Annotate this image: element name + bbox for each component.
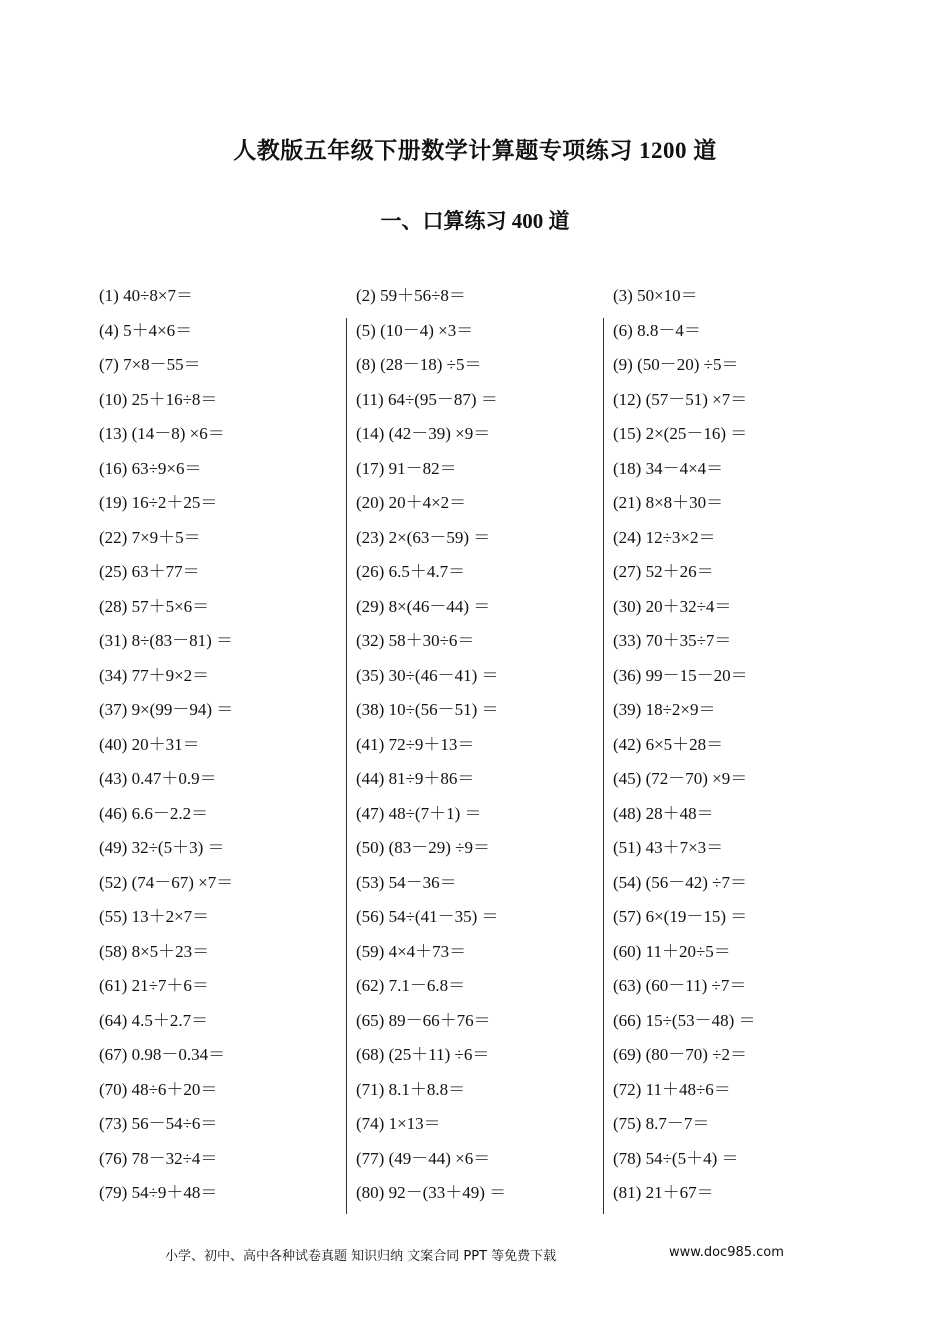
problem-row [0, 521, 950, 555]
problem-item: (45) (72－70) ×9＝ [613, 769, 748, 788]
section-heading: 一、口算练习 400 道 [380, 209, 570, 233]
problem-row [0, 1038, 950, 1072]
problem-item: (63) (60－11) ÷7＝ [613, 976, 747, 995]
problem-item: (1) 40÷8×7＝ [99, 286, 193, 305]
problem-item: (81) 21＋67＝ [613, 1183, 714, 1202]
problem-item: (77) (49－44) ×6＝ [356, 1148, 491, 1168]
problem-item: (11) 64÷(95－87) ＝ [356, 389, 498, 409]
problem-row [0, 693, 950, 727]
problem-item: (42) 6×5＋28＝ [613, 734, 724, 754]
problem-item: (33) 70＋35÷7＝ [613, 631, 732, 650]
problem-item: (71) 8.1＋8.8＝ [356, 1079, 466, 1099]
problem-item: (41) 72÷9＋13＝ [356, 734, 475, 754]
problem-row [0, 590, 950, 624]
problem-row [0, 935, 950, 969]
problem-item: (18) 34－4×4＝ [613, 458, 724, 478]
problem-item: (47) 48÷(7＋1) ＝ [356, 803, 482, 823]
problem-row [0, 900, 950, 934]
problem-row [0, 555, 950, 589]
problem-item: (53) 54－36＝ [356, 872, 457, 892]
problem-item: (13) (14－8) ×6＝ [99, 424, 225, 443]
problem-item: (36) 99－15－20＝ [613, 665, 748, 685]
problem-row [0, 728, 950, 762]
problem-item: (66) 15÷(53－48) ＝ [613, 1010, 756, 1030]
problem-row [0, 866, 950, 900]
problem-item: (70) 48÷6＋20＝ [99, 1079, 218, 1099]
problem-row [0, 1107, 950, 1141]
problem-item: (79) 54÷9＋48＝ [99, 1183, 218, 1202]
problem-row [0, 1004, 950, 1038]
problem-item: (12) (57－51) ×7＝ [613, 389, 748, 409]
problem-item: (29) 8×(46－44) ＝ [356, 596, 491, 616]
problem-item: (8) (28－18) ÷5＝ [356, 355, 482, 374]
problem-item: (38) 10÷(56－51) ＝ [356, 700, 499, 719]
problem-item: (67) 0.98－0.34＝ [99, 1045, 226, 1064]
problem-item: (22) 7×9＋5＝ [99, 527, 201, 547]
problem-item: (54) (56－42) ÷7＝ [613, 872, 747, 892]
problem-row [0, 452, 950, 486]
problem-item: (50) (83－29) ÷9＝ [356, 838, 490, 857]
problem-item: (76) 78－32÷4＝ [99, 1148, 218, 1168]
problem-row [0, 279, 950, 313]
problem-item: (37) 9×(99－94) ＝ [99, 700, 234, 719]
problem-row [0, 831, 950, 865]
problem-row [0, 1142, 950, 1176]
problem-item: (60) 11＋20÷5＝ [613, 941, 731, 961]
problem-item: (34) 77＋9×2＝ [99, 665, 210, 685]
problem-item: (78) 54÷(5＋4) ＝ [613, 1148, 739, 1168]
problem-row [0, 314, 950, 348]
problem-item: (2) 59＋56÷8＝ [356, 286, 466, 305]
problem-item: (46) 6.6－2.2＝ [99, 803, 209, 823]
problem-item: (69) (80－70) ÷2＝ [613, 1045, 747, 1064]
problem-item: (75) 8.7－7＝ [613, 1114, 710, 1133]
problem-row [0, 348, 950, 382]
problem-item: (62) 7.1－6.8＝ [356, 976, 466, 995]
problem-item: (32) 58＋30÷6＝ [356, 631, 475, 650]
problem-item: (40) 20＋31＝ [99, 734, 200, 754]
problem-row [0, 1176, 950, 1210]
problem-item: (68) (25＋11) ÷6＝ [356, 1045, 490, 1064]
problem-item: (14) (42－39) ×9＝ [356, 424, 491, 443]
problem-row [0, 762, 950, 796]
problem-item: (65) 89－66＋76＝ [356, 1010, 491, 1030]
problem-item: (73) 56－54÷6＝ [99, 1114, 218, 1133]
problem-item: (27) 52＋26＝ [613, 562, 714, 581]
problem-item: (61) 21÷7＋6＝ [99, 976, 209, 995]
problem-item: (52) (74－67) ×7＝ [99, 872, 234, 892]
problem-row [0, 624, 950, 658]
problem-item: (21) 8×8＋30＝ [613, 493, 724, 512]
problem-item: (26) 6.5＋4.7＝ [356, 562, 466, 581]
problem-item: (4) 5＋4×6＝ [99, 320, 193, 340]
document-title: 人教版五年级下册数学计算题专项练习 1200 道 [233, 138, 717, 163]
problem-item: (72) 11＋48÷6＝ [613, 1079, 731, 1099]
problem-item: (48) 28＋48＝ [613, 803, 714, 823]
problem-item: (17) 91－82＝ [356, 458, 457, 478]
problem-item: (15) 2×(25－16) ＝ [613, 424, 748, 443]
problem-item: (56) 54÷(41－35) ＝ [356, 907, 499, 926]
problem-item: (7) 7×8－55＝ [99, 355, 201, 374]
problem-item: (6) 8.8－4＝ [613, 320, 701, 340]
problem-item: (31) 8÷(83－81) ＝ [99, 631, 233, 650]
problem-item: (59) 4×4＋73＝ [356, 941, 467, 961]
problem-row [0, 1073, 950, 1107]
problem-row [0, 486, 950, 520]
problem-item: (30) 20＋32÷4＝ [613, 596, 732, 616]
problem-item: (58) 8×5＋23＝ [99, 941, 210, 961]
problem-row [0, 659, 950, 693]
problem-item: (28) 57＋5×6＝ [99, 596, 210, 616]
problem-item: (43) 0.47＋0.9＝ [99, 769, 217, 788]
problem-item: (39) 18÷2×9＝ [613, 700, 716, 719]
problem-item: (3) 50×10＝ [613, 286, 698, 305]
problem-item: (5) (10－4) ×3＝ [356, 320, 474, 340]
problem-item: (80) 92－(33＋49) ＝ [356, 1183, 507, 1202]
problem-item: (23) 2×(63－59) ＝ [356, 527, 491, 547]
problem-item: (51) 43＋7×3＝ [613, 838, 724, 857]
problem-item: (74) 1×13＝ [356, 1114, 441, 1133]
problem-row [0, 417, 950, 451]
problem-item: (24) 12÷3×2＝ [613, 527, 716, 547]
problem-item: (10) 25＋16÷8＝ [99, 389, 218, 409]
footer-url[interactable]: www.doc985.com [669, 1245, 784, 1260]
problem-row [0, 797, 950, 831]
problem-item: (44) 81÷9＋86＝ [356, 769, 475, 788]
problem-item: (35) 30÷(46－41) ＝ [356, 665, 499, 685]
problem-item: (25) 63＋77＝ [99, 562, 200, 581]
problem-row [0, 969, 950, 1003]
problem-item: (49) 32÷(5＋3) ＝ [99, 838, 225, 857]
problem-item: (16) 63÷9×6＝ [99, 458, 202, 478]
footer-text: 小学、初中、高中各种试卷真题 知识归纳 文案合同 PPT 等免费下载 [165, 1249, 557, 1264]
problem-item: (9) (50－20) ÷5＝ [613, 355, 739, 374]
problem-row [0, 383, 950, 417]
problem-item: (20) 20＋4×2＝ [356, 493, 467, 512]
problem-item: (55) 13＋2×7＝ [99, 907, 210, 926]
problem-item: (64) 4.5＋2.7＝ [99, 1010, 209, 1030]
problem-item: (19) 16÷2＋25＝ [99, 493, 218, 512]
problem-item: (57) 6×(19－15) ＝ [613, 907, 748, 926]
